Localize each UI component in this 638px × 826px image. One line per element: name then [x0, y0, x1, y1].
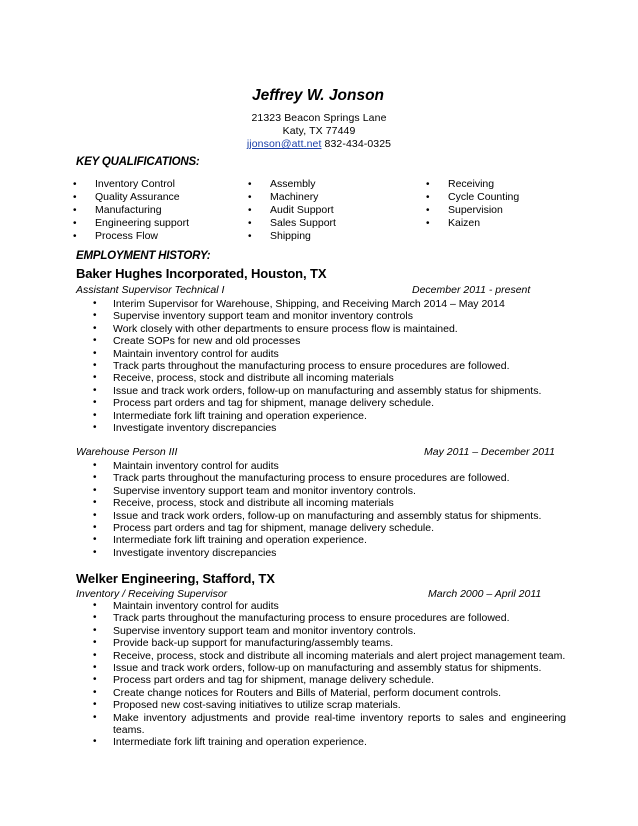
key-qualifications-heading: KEY QUALIFICATIONS:: [76, 156, 200, 168]
job-duties-list: [76, 298, 566, 434]
duty-item: • Intermediate fork lift training and operation experience.: [76, 534, 566, 546]
qualifications-column-2: [245, 178, 336, 243]
duty-item: • Supervise inventory support team and monitor inventory controls.: [76, 485, 566, 497]
duty-item: • Issue and track work orders, follow-up on manufacturing and assembly status for shipments.: [76, 510, 566, 522]
duty-item: • Maintain inventory control for audits: [76, 600, 566, 612]
duty-item: • Investigate inventory discrepancies: [76, 547, 566, 559]
duty-item: • Work closely with other departments to ensure process flow is maintained.: [76, 323, 566, 335]
resume-header: [0, 86, 638, 151]
job-dates: March 2000 – April 2011: [428, 588, 542, 600]
duty-item: • Create SOPs for new and old processes: [76, 335, 566, 347]
duty-item: • Receive, process, stock and distribute all incoming materials: [76, 372, 566, 384]
duty-item: • Receive, process, stock and distribute all incoming materials: [76, 497, 566, 509]
job-title: Assistant Supervisor Technical I: [76, 284, 225, 296]
duty-item: • Process part orders and tag for shipment, manage delivery schedule.: [76, 397, 566, 409]
job-dates: December 2011 - present: [412, 284, 531, 296]
duty-item: • Supervise inventory support team and monitor inventory controls: [76, 310, 566, 322]
duty-item: • Maintain inventory control for audits: [76, 460, 566, 472]
company-name: Baker Hughes Incorporated, Houston, TX: [76, 266, 327, 281]
qualification-item: • Manufacturing: [70, 204, 189, 217]
contact-line: [0, 138, 638, 151]
duty-item: • Intermediate fork lift training and operation experience.: [76, 736, 566, 748]
candidate-name: Jeffrey W. Jonson: [251, 87, 385, 104]
qualification-item: • Machinery: [245, 191, 336, 204]
qualification-item: • Receiving: [423, 178, 519, 191]
qualification-item: • Supervision: [423, 204, 519, 217]
duty-item: • Make inventory adjustments and provide real-time inventory reports to sales and engineering teams.: [76, 712, 566, 737]
qualifications-column-3: [423, 178, 519, 230]
qualification-item: • Sales Support: [245, 217, 336, 230]
duty-item: • Issue and track work orders, follow-up on manufacturing and assembly status for shipments.: [76, 385, 566, 397]
duty-item: • Receive, process, stock and distribute all incoming materials and alert project management team.: [76, 650, 566, 662]
duty-item: • Create change notices for Routers and Bills of Material, perform document controls.: [76, 687, 566, 699]
email-link[interactable]: jjonson@att.net: [246, 138, 322, 150]
duty-item: • Process part orders and tag for shipment, manage delivery schedule.: [76, 674, 566, 686]
job-title: Warehouse Person III: [76, 446, 178, 458]
job-title: Inventory / Receiving Supervisor: [76, 588, 228, 600]
duty-item: • Track parts throughout the manufacturing process to ensure procedures are followed.: [76, 360, 566, 372]
qualification-item: • Audit Support: [245, 204, 336, 217]
qualification-item: • Assembly: [245, 178, 336, 191]
duty-item: • Process part orders and tag for shipment, manage delivery schedule.: [76, 522, 566, 534]
qualification-item: • Process Flow: [70, 230, 189, 243]
duty-item: • Intermediate fork lift training and operation experience.: [76, 410, 566, 422]
qualification-item: • Kaizen: [423, 217, 519, 230]
duty-item: • Issue and track work orders, follow-up on manufacturing and assembly status for shipments.: [76, 662, 566, 674]
qualification-item: • Engineering support: [70, 217, 189, 230]
duty-item: • Proposed new cost-saving initiatives to utilize scrap materials.: [76, 699, 566, 711]
job-header: [76, 446, 566, 459]
street-address: 21323 Beacon Springs Lane: [251, 112, 387, 124]
qualification-item: • Quality Assurance: [70, 191, 189, 204]
duty-item: • Track parts throughout the manufacturing process to ensure procedures are followed.: [76, 612, 566, 624]
phone-number: 832-434-0325: [324, 138, 392, 150]
employment-history-heading: EMPLOYMENT HISTORY:: [76, 250, 211, 262]
duty-item: • Interim Supervisor for Warehouse, Shipping, and Receiving March 2014 – May 2014: [76, 298, 566, 310]
duty-item: • Investigate inventory discrepancies: [76, 422, 566, 434]
job-header: [76, 284, 566, 297]
qualification-item: • Inventory Control: [70, 178, 189, 191]
job-duties-list: [76, 460, 566, 559]
qualification-item: • Shipping: [245, 230, 336, 243]
job-duties-list: [76, 600, 566, 749]
duty-item: • Provide back-up support for manufacturing/assembly teams.: [76, 637, 566, 649]
duty-item: • Supervise inventory support team and monitor inventory controls.: [76, 625, 566, 637]
duty-item: • Track parts throughout the manufacturing process to ensure procedures are followed.: [76, 472, 566, 484]
city-state-zip: Katy, TX 77449: [282, 125, 356, 137]
qualification-item: • Cycle Counting: [423, 191, 519, 204]
qualifications-column-1: [70, 178, 189, 243]
company-name: Welker Engineering, Stafford, TX: [76, 571, 275, 586]
job-dates: May 2011 – December 2011: [424, 446, 555, 458]
duty-item: • Maintain inventory control for audits: [76, 348, 566, 360]
